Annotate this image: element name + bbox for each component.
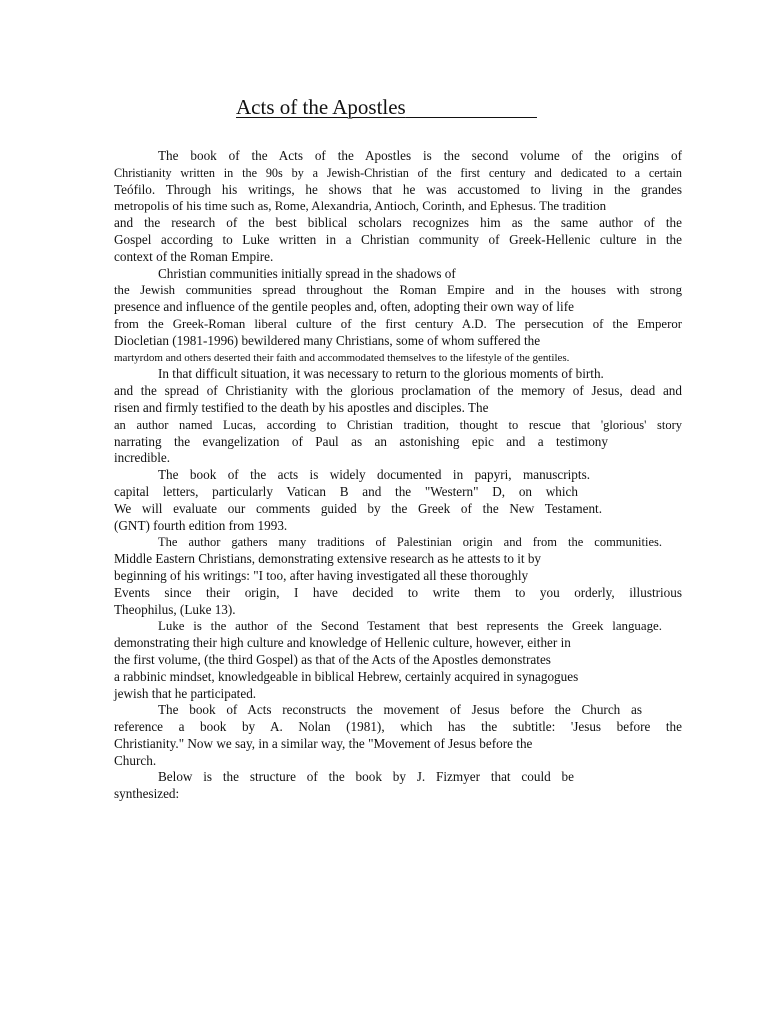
text-line: from the Greek-Roman liberal culture of the first century A.D. The persecution of the Emperor [114,316,682,331]
text-line: presence and influence of the gentile peoples and, often, adopting their own way of life [114,299,574,315]
text-line: Teófilo. Through his writings, he shows that he was accustomed to living in the grandes [114,181,682,197]
text-line: the first volume, (the third Gospel) as that of the Acts of the Apostles demonstrates [114,651,551,667]
text-line: The book of the Acts of the Apostles is the second volume of the origins of [158,148,682,163]
text-line: beginning of his writings: "I too, after having investigated all these thoroughly [114,567,529,583]
text-line: The book of Acts reconstructs the movement of Jesus before the Church as [158,702,642,718]
document-title [236,94,537,120]
text-line: the Jewish communities spread throughout the Roman Empire and in the houses with strong [114,283,682,298]
text-line: Diocletian (1981-1996) bewildered many Christians, some of whom suffered the [114,332,541,348]
text-line: (GNT) fourth edition from 1993. [114,517,288,533]
text-line: Gospel according to Luke written in a Christian community of Greek-Hellenic culture in the [114,231,682,247]
text-line: The book of the acts is widely documented in papyri, manuscripts. [158,467,590,483]
text-line: capital letters, particularly Vatican B and the "Western" D, on which [114,483,578,499]
text-line: an author named Lucas, according to Christian tradition, thought to rescue that 'glorious' story [114,417,682,432]
text-line: Christianity." Now we say, in a similar way, the "Movement of Jesus before the [114,735,533,751]
text-line: reference a book by A. Nolan (1981), which has the subtitle: 'Jesus before the [114,719,682,735]
text-line: Below is the structure of the book by J. Fizmyer that could be [158,769,574,785]
text-line: incredible. [114,450,171,466]
text-line: In that difficult situation, it was necessary to return to the glorious moments of birth. [158,366,604,382]
text-line: Church. [114,752,157,768]
text-line: Christianity written in the 90s by a Jewish-Christian of the first century and dedicated to a certain [114,165,682,180]
text-line: and the research of the best biblical scholars recognizes him as the same author of the [114,215,682,231]
text-line: The author gathers many traditions of Palestinian origin and from the communities. [158,535,662,550]
text-line: risen and firmly testified to the death by his apostles and disciples. The [114,399,489,415]
text-line: jewish that he participated. [114,685,257,701]
text-line: Luke is the author of the Second Testament that best represents the Greek language. [158,619,662,634]
text-line: narrating the evangelization of Paul as an astonishing epic and a testimony [114,433,608,449]
text-line: We will evaluate our comments guided by the Greek of the New Testament. [114,500,602,516]
text-line: metropolis of his time such as, Rome, Alexandria, Antioch, Corinth, and Ephesus. The tradition [114,199,607,214]
text-line: Events since their origin, I have decided to write them to you orderly, illustrious [114,584,682,600]
document-title-text: Acts of the Apostles [236,95,406,119]
text-line: and the spread of Christianity with the glorious proclamation of the memory of Jesus, dead and [114,383,682,399]
document-body [114,148,682,803]
text-line: martyrdom and others deserted their faith and accommodated themselves to the lifestyle of the gentiles. [114,351,570,364]
text-line: context of the Roman Empire. [114,248,274,264]
text-line: a rabbinic mindset, knowledgeable in biblical Hebrew, certainly acquired in synagogues [114,668,579,684]
text-line: Christian communities initially spread in the shadows of [158,265,456,281]
text-line: synthesized: [114,786,180,802]
text-line: Theophilus, (Luke 13). [114,601,236,617]
text-line: demonstrating their high culture and knowledge of Hellenic culture, however, either in [114,635,571,651]
text-line: Middle Eastern Christians, demonstrating extensive research as he attests to it by [114,551,542,567]
